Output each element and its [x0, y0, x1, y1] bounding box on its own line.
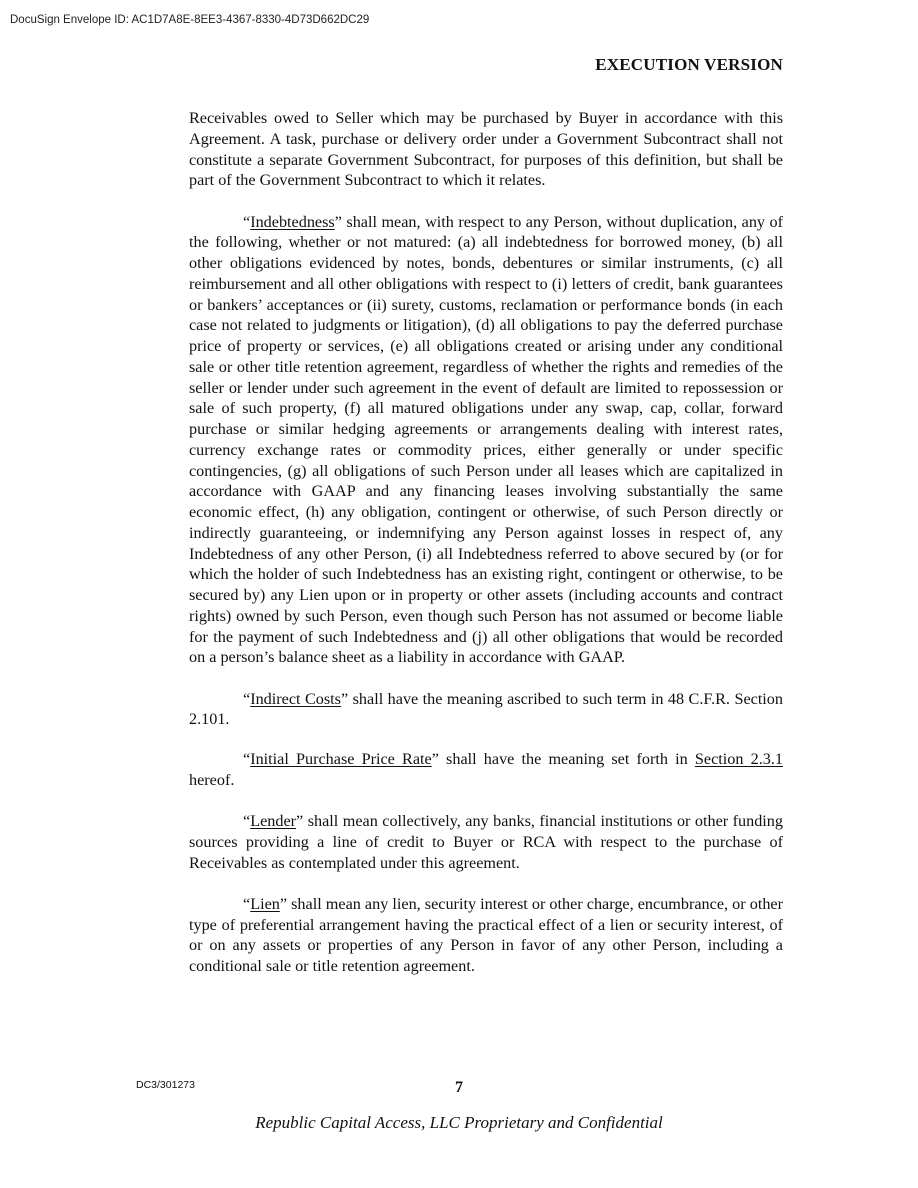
definition-text: ” shall mean collectively, any banks, financial institutions or other funding sources providing a line of credit to Buyer or RCA with respect to the purchase of Receivables as contemplated under this agreement.: [189, 812, 783, 872]
open-quote: “: [243, 894, 251, 913]
open-quote: “: [243, 750, 251, 768]
definition-initial-purchase-price-rate: [189, 749, 783, 791]
document-body: [189, 108, 783, 997]
definition-lender: [189, 811, 783, 873]
definition-text: ” shall mean any lien, security interest or other charge, encumbrance, or other type of preferential arrangement having the practical effect of a lien or security interest, of or on any assets or properties of any Person in favor of any other Person, including a conditional sale or title retention agreement.: [189, 894, 783, 975]
definition-indebtedness: [189, 212, 783, 669]
defined-term-lien: Lien: [250, 894, 280, 913]
open-quote: “: [243, 812, 251, 830]
execution-version-heading: EXECUTION VERSION: [595, 55, 783, 74]
defined-term-indirect-costs: Indirect Costs: [250, 689, 341, 708]
section-reference: Section 2.3.1: [694, 750, 783, 768]
definition-text: ” shall have the meaning ascribed to such term in 48 C.F.R. Section 2.101.: [189, 689, 783, 729]
definition-lien: [189, 894, 783, 977]
definition-indirect-costs: [189, 689, 783, 731]
defined-term-lender: Lender: [250, 812, 297, 830]
defined-term-indebtedness: Indebtedness: [250, 212, 335, 231]
docusign-envelope-id: DocuSign Envelope ID: AC1D7A8E-8EE3-4367-8330-4D73D662DC29: [10, 14, 370, 26]
definition-text-end: hereof.: [189, 770, 235, 789]
open-quote: “: [243, 689, 251, 708]
confidentiality-footer: Republic Capital Access, LLC Proprietary and Confidential: [255, 1113, 663, 1132]
definition-text: ” shall have the meaning set forth in: [431, 750, 695, 768]
definition-text: ” shall mean, with respect to any Person, without duplication, any of the following, whether or not matured: (a) all indebtedness for borrowed money, (b) all other obligations evidenced by notes, bonds, debentures or similar instruments, (c) all reimbursement and all other obligations with respect to (i) letters of credit, bank guarantees or bankers’ acceptances or (ii) surety, customs, reclamation or performance bonds (in each case not related to judgments or litigation), (d) all obligations to pay the deferred purchase price of property or services, (e) all obligations created or arising under any conditional sale or other title retention agreement, regardless of whether the rights and remedies of the seller or lender under such agreement in the event of default are limited to repossession or sale of such property, (f) all matured obligations under any swap, cap, collar, forward purchase or similar hedging agreements or arrangements dealing with interest rates, currency exchange rates or commodity prices, either generally or under specific contingencies, (g) all obligations of such Person under all leases which are capitalized in accordance with GAAP and any financing leases involving substantially the same economic effect, (h) any obligation, contingent or otherwise, of such Person directly or indirectly guaranteeing, or indemnifying any Person against losses in respect of, any Indebtedness of any other Person, (i) all Indebtedness referred to above secured by (or for which the holder of such Indebtedness has an existing right, contingent or otherwise, to be secured by) any Lien upon or in property or other assets (including accounts and contract rights) owned by such Person, even though such Person has not assumed or become liable for the payment of such Indebtedness and (j) all other obligations that would be recorded on a person’s balance sheet as a liability in accordance with GAAP.: [189, 212, 783, 667]
open-quote: “: [243, 212, 251, 231]
document-number: DC3/301273: [136, 1079, 195, 1091]
continuation-paragraph: Receivables owed to Seller which may be purchased by Buyer in accordance with this Agreement. A task, purchase or delivery order under a Government Subcontract shall not constitute a separate Government Subcontract, for purposes of this definition, but shall be part of the Government Subcontract to which it relates.: [189, 109, 783, 190]
defined-term-initial-purchase-price-rate: Initial Purchase Price Rate: [250, 750, 432, 768]
page-number: 7: [455, 1079, 463, 1096]
